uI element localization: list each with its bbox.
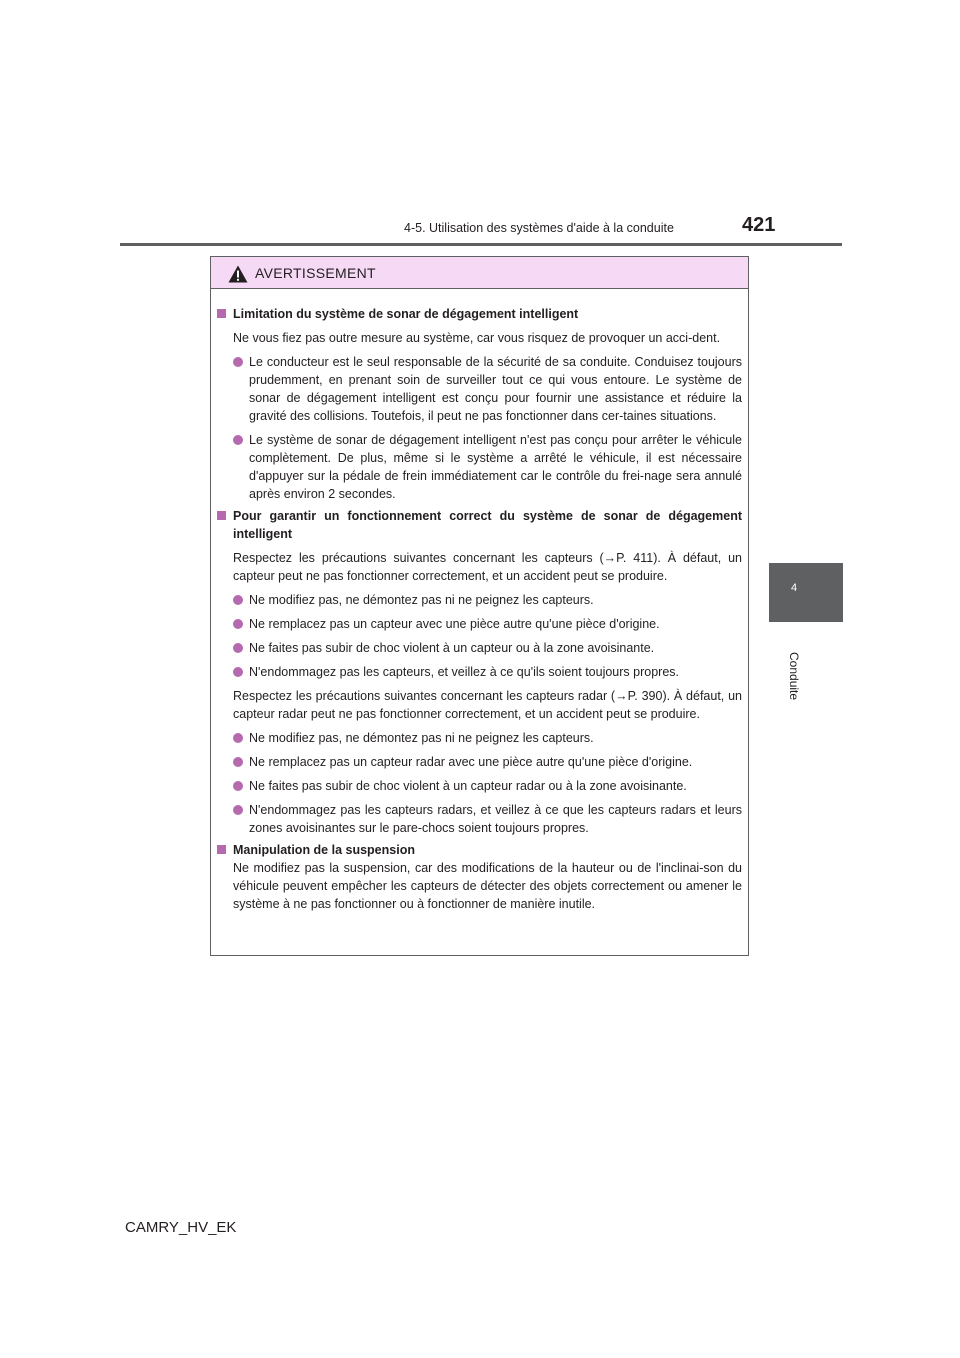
- section-paragraph: Respectez les précautions suivantes concernant les capteurs (→P. 411). À défaut, un capteur peut ne pas fonctionner correctement, et un accident peut se produire.: [233, 551, 742, 583]
- bullet-text: N'endommagez pas les capteurs, et veillez à ce qu'ils soient toujours propres.: [249, 665, 679, 679]
- round-bullet-icon: [233, 357, 243, 367]
- bullet-text: Le conducteur est le seul responsable de la sécurité de sa conduite. Conduisez toujours prudemment, en prenant soin de surveiller tout ce qui vous entoure. Le système de sonar de dégagement intelligent est conçu pour fournir une assistance et réduire la gravité des collisions. Toutefois, il peut ne pas fonctionner dans cer-taines situations.: [249, 355, 742, 423]
- round-bullet-icon: [233, 435, 243, 445]
- section-title-text: Manipulation de la suspension: [233, 843, 415, 857]
- section-paragraph: Respectez les précautions suivantes concernant les capteurs radar (→P. 390). À défaut, un capteur radar peut ne pas fonctionner correctement, et un accident peut se produire.: [233, 689, 742, 721]
- square-bullet-icon: [217, 309, 226, 318]
- bullet-item: [217, 615, 742, 633]
- bullet-item: [217, 591, 742, 609]
- warning-triangle-icon: [228, 265, 248, 283]
- bullet-text: Ne faites pas subir de choc violent à un capteur radar ou à la zone avoisinante.: [249, 779, 687, 793]
- bullet-item: [217, 729, 742, 747]
- bullet-text: N'endommagez pas les capteurs radars, et veillez à ce que les capteurs radars et leurs zones avoisinantes sur le pare-chocs soient toujours propres.: [249, 803, 742, 835]
- section-title: [217, 507, 742, 543]
- warning-title: AVERTISSEMENT: [255, 265, 376, 281]
- round-bullet-icon: [233, 781, 243, 791]
- warning-body: [211, 289, 748, 913]
- bullet-text: Ne faites pas subir de choc violent à un capteur ou à la zone avoisinante.: [249, 641, 655, 655]
- bullet-item: [217, 353, 742, 425]
- bullet-text: Ne modifiez pas, ne démontez pas ni ne peignez les capteurs.: [249, 593, 594, 607]
- round-bullet-icon: [233, 643, 243, 653]
- bullet-item: [217, 663, 742, 681]
- bullet-text: Ne remplacez pas un capteur radar avec une pièce autre qu'une pièce d'origine.: [249, 755, 693, 769]
- round-bullet-icon: [233, 619, 243, 629]
- running-header-section: 4-5. Utilisation des systèmes d'aide à la conduite: [404, 221, 674, 235]
- section-title: [217, 841, 742, 859]
- chapter-label: Conduite: [787, 652, 801, 701]
- square-bullet-icon: [217, 511, 226, 520]
- round-bullet-icon: [233, 805, 243, 815]
- square-bullet-icon: [217, 845, 226, 854]
- section-title-text: Limitation du système de sonar de dégagement intelligent: [233, 307, 579, 321]
- round-bullet-icon: [233, 733, 243, 743]
- section-paragraph: Ne modifiez pas la suspension, car des modifications de la hauteur ou de l'inclinai-son du véhicule peuvent empêcher les capteurs de détecter des objets correctement ou amener le système à ne pas fonctionner ou à fonctionner de manière inutile.: [233, 861, 742, 911]
- bullet-item: [217, 431, 742, 503]
- warning-box: [210, 256, 749, 956]
- page-number: 421: [742, 214, 776, 236]
- round-bullet-icon: [233, 595, 243, 605]
- bullet-item: [217, 777, 742, 795]
- section-paragraph: Ne vous fiez pas outre mesure au système, car vous risquez de provoquer un acci-dent.: [233, 331, 721, 345]
- bullet-text: Ne remplacez pas un capteur avec une pièce autre qu'une pièce d'origine.: [249, 617, 660, 631]
- section-title: [217, 305, 742, 323]
- header-rule: [120, 243, 842, 246]
- bullet-text: Le système de sonar de dégagement intelligent n'est pas conçu pour arrêter le véhicule complètement. De plus, même si le système a arrêté le véhicule, il est nécessaire d'appuyer sur la pédale de frein immédiatement car le contrôle du frei-nage sera annulé après environ 2 secondes.: [249, 433, 742, 501]
- chapter-tab: [769, 563, 843, 622]
- model-code: CAMRY_HV_EK: [125, 1219, 237, 1236]
- bullet-text: Ne modifiez pas, ne démontez pas ni ne peignez les capteurs.: [249, 731, 594, 745]
- bullet-item: [217, 753, 742, 771]
- section-title-text: Pour garantir un fonctionnement correct du système de sonar de dégagement intelligent: [233, 509, 742, 541]
- chapter-number: 4: [791, 582, 798, 594]
- bullet-item: [217, 639, 742, 657]
- bullet-item: [217, 801, 742, 837]
- warning-header: [211, 257, 748, 289]
- round-bullet-icon: [233, 667, 243, 677]
- round-bullet-icon: [233, 757, 243, 767]
